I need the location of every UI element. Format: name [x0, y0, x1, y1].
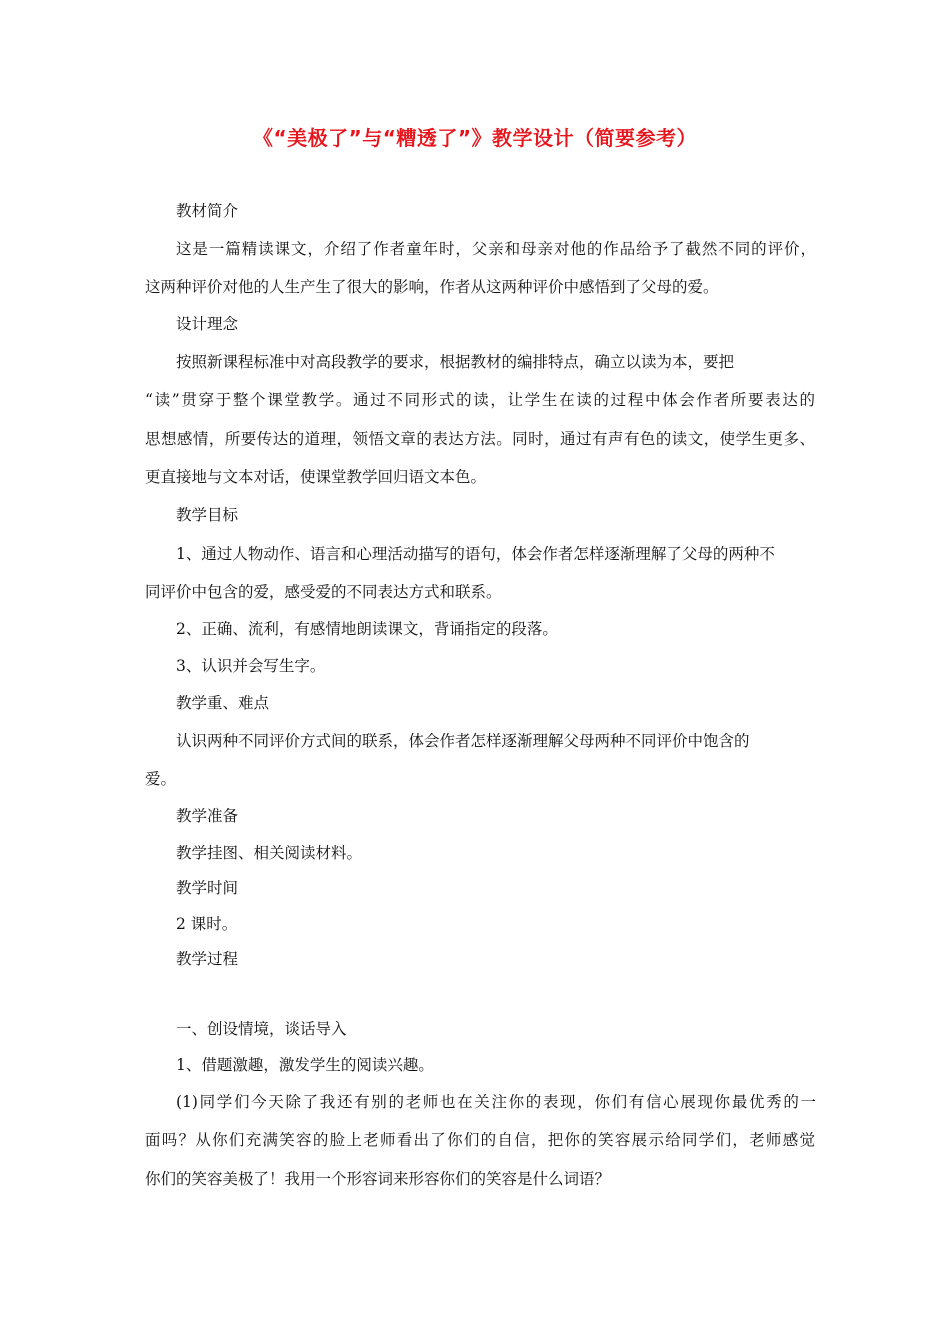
paragraph-line: “读”贯穿于整个课堂教学。通过不同形式的读，让学生在读的过程中体会作者所要表达的 [145, 391, 815, 409]
paragraph-line: 认识两种不同评价方式间的联系，体会作者怎样逐渐理解父母两种不同评价中饱含的 [176, 732, 750, 750]
heading-key-difficult: 教学重、难点 [176, 694, 270, 712]
paragraph-line: 这是一篇精读课文，介绍了作者童年时，父亲和母亲对他的作品给予了截然不同的评价， [176, 240, 816, 258]
paragraph-line: 3、认识并会写生字。 [176, 657, 326, 675]
paragraph-line: 这两种评价对他的人生产生了很大的影响，作者从这两种评价中感悟到了父母的爱。 [145, 278, 719, 296]
heading-textbook-intro: 教材简介 [176, 202, 239, 220]
paragraph-line: 1、借题激趣，激发学生的阅读兴趣。 [176, 1056, 434, 1074]
heading-teaching-time: 教学时间 [176, 879, 239, 897]
paragraph-line: 你们的笑容美极了！我用一个形容词来形容你们的笑容是什么词语？ [145, 1170, 611, 1188]
heading-design-concept: 设计理念 [176, 315, 239, 333]
heading-teaching-goals: 教学目标 [176, 506, 239, 524]
paragraph-line: 爱。 [145, 770, 177, 788]
paragraph-line: 更直接地与文本对话，使课堂教学回归语文本色。 [145, 468, 487, 486]
paragraph-line: (1)同学们今天除了我还有别的老师也在关注你的表现，你们有信心展现你最优秀的一 [176, 1093, 816, 1111]
paragraph-line: 面吗？从你们充满笑容的脸上老师看出了你们的自信，把你的笑容展示给同学们，老师感觉 [145, 1131, 815, 1149]
document-title: 《“美极了”与“糟透了”》教学设计（简要参考） [252, 126, 698, 150]
paragraph-line: 教学挂图、相关阅读材料。 [176, 844, 363, 862]
paragraph-line: 按照新课程标准中对高段教学的要求，根据教材的编排特点，确立以读为本，要把 [176, 353, 735, 371]
paragraph-line: 1、通过人物动作、语言和心理活动描写的语句，体会作者怎样逐渐理解了父母的两种不 [176, 545, 775, 563]
section-heading: 一、创设情境，谈话导入 [176, 1020, 347, 1038]
paragraph-line: 思想感情，所要传达的道理，领悟文章的表达方法。同时，通过有声有色的读文，使学生更多、 [145, 430, 815, 448]
heading-preparation: 教学准备 [176, 807, 239, 825]
paragraph-line: 2、正确、流利，有感情地朗读课文，背诵指定的段落。 [176, 620, 558, 638]
paragraph-line: 2 课时。 [176, 915, 238, 933]
heading-teaching-process: 教学过程 [176, 950, 239, 968]
paragraph-line: 同评价中包含的爱，感受爱的不同表达方式和联系。 [145, 583, 502, 601]
